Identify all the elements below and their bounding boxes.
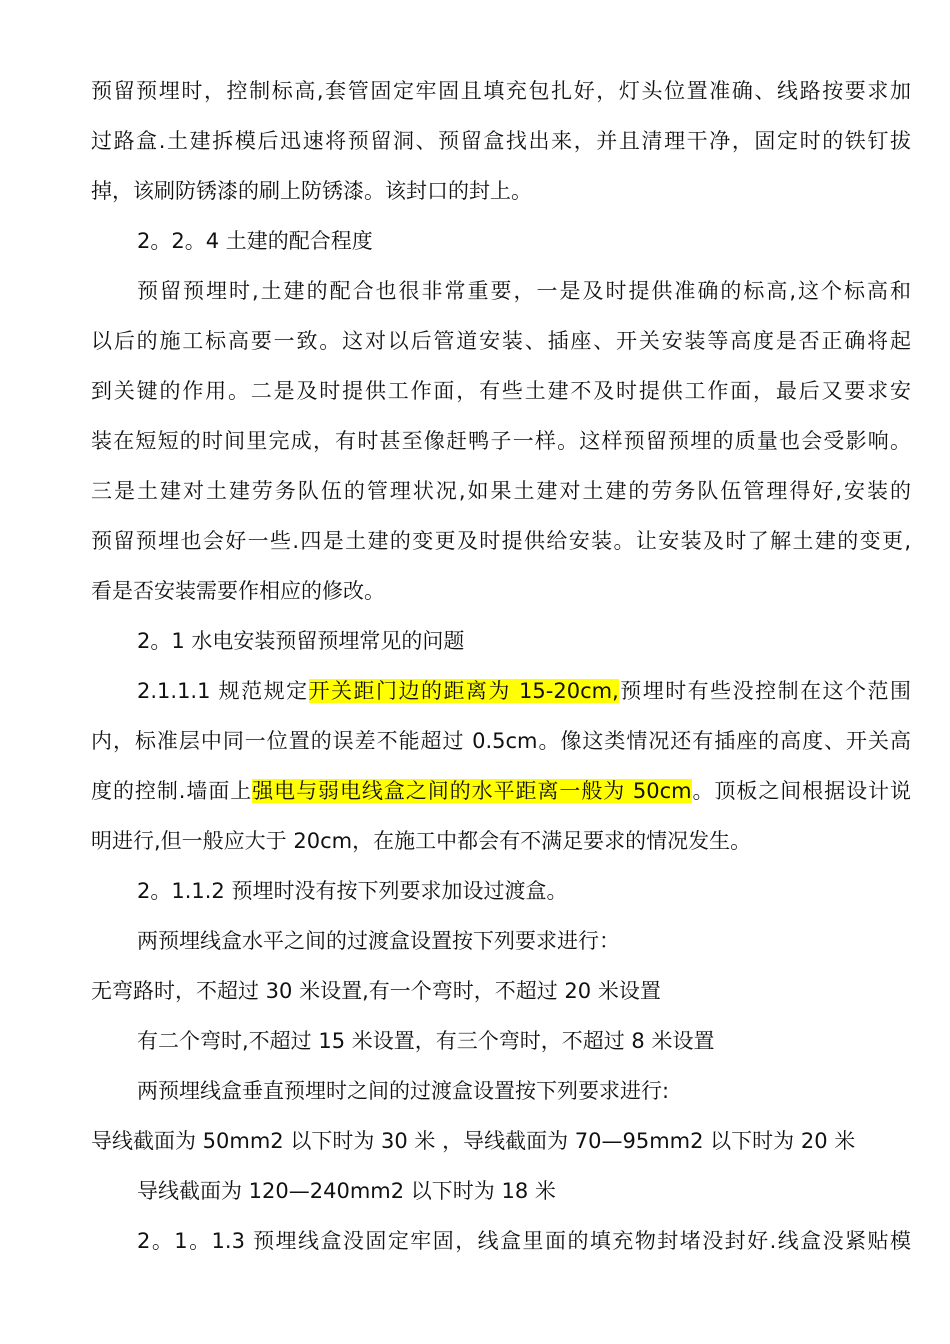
text-segment: 有二个弯时,不超过 15 米设置，有三个弯时，不超过 8 米设置 (137, 1029, 715, 1053)
text-segment: 2。1。1.3 预埋线盒没固定牢固，线盒里面的填充物封堵没封好.线盒没紧贴模 (137, 1229, 911, 1253)
text-segment: 看是否安装需要作相应的修改。 (91, 579, 385, 603)
text-line (91, 476, 911, 506)
section-heading (137, 626, 911, 656)
text-line (137, 926, 911, 956)
text-segment: 预留预埋也会好一些.四是土建的变更及时提供给安装。让安装及时了解土建的变更, (91, 529, 911, 553)
highlighted-text: 强电与弱电线盒之间的水平距离一般为 50cm (252, 779, 692, 803)
text-line (137, 276, 911, 306)
text-segment: 预留预埋时,土建的配合也很非常重要，一是及时提供准确的标高,这个标高和 (137, 279, 911, 303)
text-line (91, 776, 911, 806)
section-heading (137, 226, 911, 256)
text-segment: 2。1.1.2 预埋时没有按下列要求加设过渡盒。 (137, 879, 568, 903)
text-line (91, 426, 911, 456)
text-segment: 明进行,但一般应大于 20cm，在施工中都会有不满足要求的情况发生。 (91, 829, 752, 853)
text-segment: 两预埋线盒水平之间的过渡盒设置按下列要求进行： (137, 929, 620, 953)
text-segment: 导线截面为 50mm2 以下时为 30 米 ，导线截面为 70—95mm2 以下时为 20 米 (91, 1129, 856, 1153)
text-segment: 三是土建对土建劳务队伍的管理状况,如果土建对土建的劳务队伍管理得好,安装的 (91, 479, 911, 503)
highlighted-text: 开关距门边的距离为 15-20cm, (308, 679, 619, 703)
text-segment: 2.1.1.1 规范规定 (137, 679, 309, 703)
text-segment: 预留预埋时，控制标高,套管固定牢固且填充包扎好，灯头位置准确、线路按要求加 (91, 79, 911, 103)
text-line (137, 1176, 911, 1206)
text-segment: 预埋时有些没控制在这个范围 (618, 679, 912, 703)
text-line (91, 726, 911, 756)
text-segment: 过路盒.土建拆模后迅速将预留洞、预留盒找出来，并且清理干净，固定时的铁钉拔 (91, 129, 911, 153)
text-segment: 内，标准层中同一位置的误差不能超过 0.5cm。像这类情况还有插座的高度、开关高 (91, 729, 911, 753)
text-segment: 无弯路时，不超过 30 米设置,有一个弯时，不超过 20 米设置 (91, 979, 661, 1003)
text-segment: 度的控制.墙面上 (91, 779, 253, 803)
text-segment: 2。2。4 土建的配合程度 (137, 229, 373, 253)
text-segment: 。顶板之间根据设计说 (691, 779, 911, 803)
text-segment: 掉，该刷防锈漆的刷上防锈漆。该封口的封上。 (91, 179, 532, 203)
text-line (137, 1076, 911, 1106)
text-line (91, 1126, 911, 1156)
section-heading (137, 1226, 911, 1256)
text-line (91, 576, 911, 606)
text-segment: 2。1 水电安装预留预埋常见的问题 (137, 629, 465, 653)
text-line (91, 526, 911, 556)
text-line (91, 376, 911, 406)
text-line (91, 76, 911, 106)
text-line (91, 326, 911, 356)
text-segment: 两预埋线盒垂直预埋时之间的过渡盒设置按下列要求进行: (137, 1079, 670, 1103)
text-segment: 导线截面为 120—240mm2 以下时为 18 米 (137, 1179, 556, 1203)
text-line (137, 1026, 911, 1056)
text-segment: 到关键的作用。二是及时提供工作面，有些土建不及时提供工作面，最后又要求安 (91, 379, 911, 403)
text-line (137, 676, 911, 706)
text-segment: 装在短短的时间里完成，有时甚至像赶鸭子一样。这样预留预埋的质量也会受影响。 (91, 429, 911, 453)
text-line (91, 976, 911, 1006)
text-line (91, 176, 911, 206)
section-heading (137, 876, 911, 906)
text-segment: 以后的施工标高要一致。这对以后管道安装、插座、开关安装等高度是否正确将起 (91, 329, 911, 353)
text-line (91, 126, 911, 156)
text-line (91, 826, 911, 856)
